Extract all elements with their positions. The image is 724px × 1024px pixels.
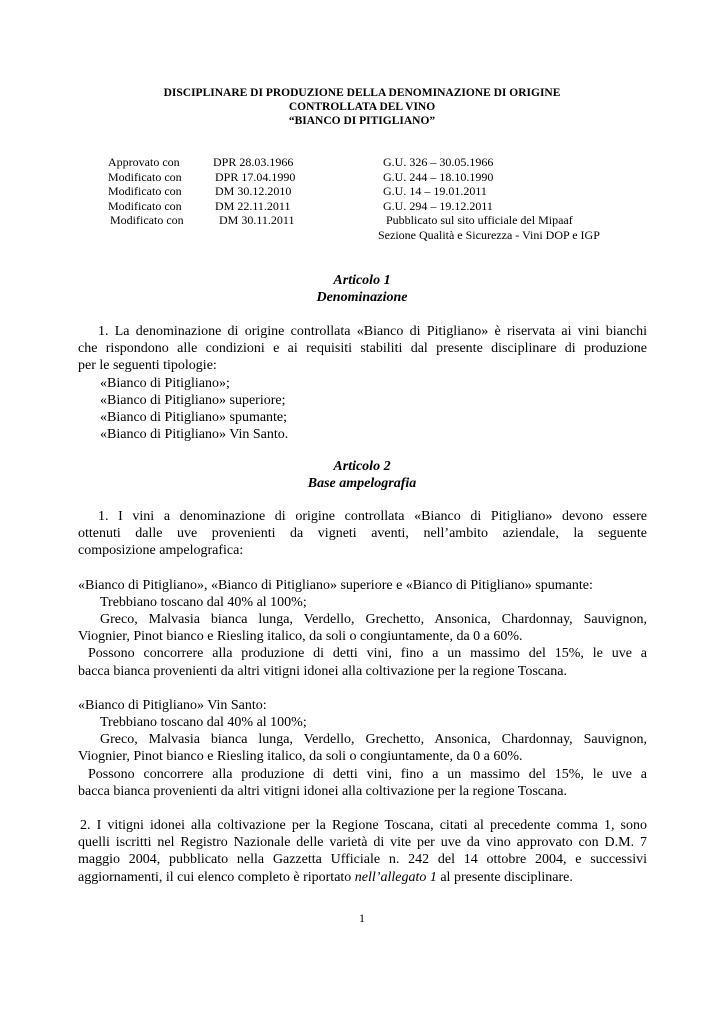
approval-decree: DPR 28.03.1966 [213,155,294,169]
type-list-item: «Bianco di Pitigliano» Vin Santo. [100,427,289,443]
approval-row [0,170,724,185]
approval-action: Modificato con [108,198,182,213]
approval-action: Modificato con [108,184,182,199]
paragraph-line: 1. La denominazione di origine controllata «Bianco di Pitigliano» è riservata ai vini bianchi [98,324,647,339]
article-1-title: Denominazione [316,290,408,305]
paragraph-line: che rispondono alle condizioni e ai requisiti stabiliti dal presente disciplinare di produzione [78,341,647,357]
title-line-1: DISCIPLINARE DI PRODUZIONE DELLA DENOMINAZIONE DI ORIGINE [163,87,561,99]
type-list-item: «Bianco di Pitigliano»; [100,375,230,391]
type-list-item: «Bianco di Pitigliano» superiore; [100,392,286,408]
approval-row [0,184,724,199]
group-1-varieties-line: Viognier, Pinot bianco e Riesling italico, da soli o congiuntamente, da 0 a 60%. [78,629,523,645]
approval-row [0,155,724,170]
article-1-body [78,323,647,443]
article-1-number: Articolo 1 [333,273,391,288]
group-2-trebbiano: Trebbiano toscano dal 40% al 100%; [100,715,307,731]
approval-extra: Sezione Qualità e Sicurezza - Vini DOP e IGP [378,227,600,242]
title-line-2: CONTROLLATA DEL VINO [288,101,436,113]
title-line-3: “BIANCO DI PITIGLIANO” [288,115,436,127]
paragraph-line: ottenuti dalle uve provenienti da vigneti aventi, nell’ambito aziendale, la seguente [78,526,647,542]
paragraph-2-line: quelli iscritti nel Registro Nazionale delle varietà di vite per uve da vino approvato con D.M. 7 [78,835,647,851]
approval-gazette: G.U. 244 – 18.10.1990 [383,169,494,184]
group-2-other-line: bacca bianca provenienti da altri vitigni idonei alla coltivazione per la regione Toscana. [78,783,567,799]
article-2-title: Base ampelografia [307,476,417,491]
approval-gazette: G.U. 326 – 30.05.1966 [383,155,494,169]
group-2-heading: «Bianco di Pitigliano» Vin Santo: [78,697,267,713]
approval-gazette: G.U. 14 – 19.01.2011 [383,184,487,199]
approval-decree: DPR 17.04.1990 [215,169,296,184]
approval-gazette: G.U. 294 – 19.12.2011 [383,198,493,213]
approval-action: Modificato con [108,169,182,184]
article-2-heading [0,458,724,492]
paragraph-line: per le seguenti tipologie: [78,358,217,374]
article-2-number: Articolo 2 [333,459,391,474]
document-title [0,86,724,128]
paragraph-2-text-end: al presente disciplinare. [436,869,573,885]
group-2-varieties-line: Viognier, Pinot bianco e Riesling italico, da soli o congiuntamente, da 0 a 60%. [78,749,523,765]
approval-decree: DM 30.12.2010 [215,184,292,199]
paragraph-2-text: aggiornamenti, il cui elenco completo è riportato [78,869,355,885]
page-number: 1 [359,911,365,925]
approval-row [0,213,724,228]
group-1-heading: «Bianco di Pitigliano», «Bianco di Pitigliano» superiore e «Bianco di Pitigliano» spumante: [78,577,593,593]
annex-reference: nell’allegato 1 [354,869,437,885]
group-2-varieties-line: Greco, Malvasia bianca lunga, Verdello, Grechetto, Ansonica, Chardonnay, Sauvignon, [100,732,647,748]
paragraph-line: 1. I vini a denominazione di origine controllata «Bianco di Pitigliano» devono essere [98,509,647,524]
group-1-trebbiano: Trebbiano toscano dal 40% al 100%; [100,594,307,610]
approval-decree: DM 30.11.2011 [219,213,295,228]
article-2-body [78,508,647,886]
approval-extra-row [0,228,724,243]
approval-row [0,199,724,214]
group-1-other-line: Possono concorrere alla produzione di detti vini, fino a un massimo del 15%, le uve a [88,646,647,662]
paragraph-2-last-line [78,869,647,886]
approval-decree: DM 22.11.2011 [215,198,291,213]
group-1-varieties-line: Greco, Malvasia bianca lunga, Verdello, Grechetto, Ansonica, Chardonnay, Sauvignon, [100,612,647,628]
group-1-other-line: bacca bianca provenienti da altri vitigni idonei alla coltivazione per la regione Toscana. [78,663,567,679]
paragraph-line: composizione ampelografica: [78,543,244,559]
paragraph-2-line: maggio 2004, pubblicato nella Gazzetta Ufficiale n. 242 del 14 ottobre 2004, e successivi [78,852,647,868]
type-list-item: «Bianco di Pitigliano» spumante; [100,410,288,426]
approval-action: Approvato con [108,155,180,169]
group-2-other-line: Possono concorrere alla produzione di detti vini, fino a un massimo del 15%, le uve a [88,766,647,782]
approvals-table [0,155,724,243]
approval-action: Modificato con [110,213,184,228]
article-1-heading [0,272,724,306]
paragraph-2-line: 2. I vitigni idonei alla coltivazione per la Regione Toscana, citati al precedente comma 1, sono [80,818,647,834]
approval-gazette: Pubblicato sul sito ufficiale del Mipaaf [386,213,573,228]
